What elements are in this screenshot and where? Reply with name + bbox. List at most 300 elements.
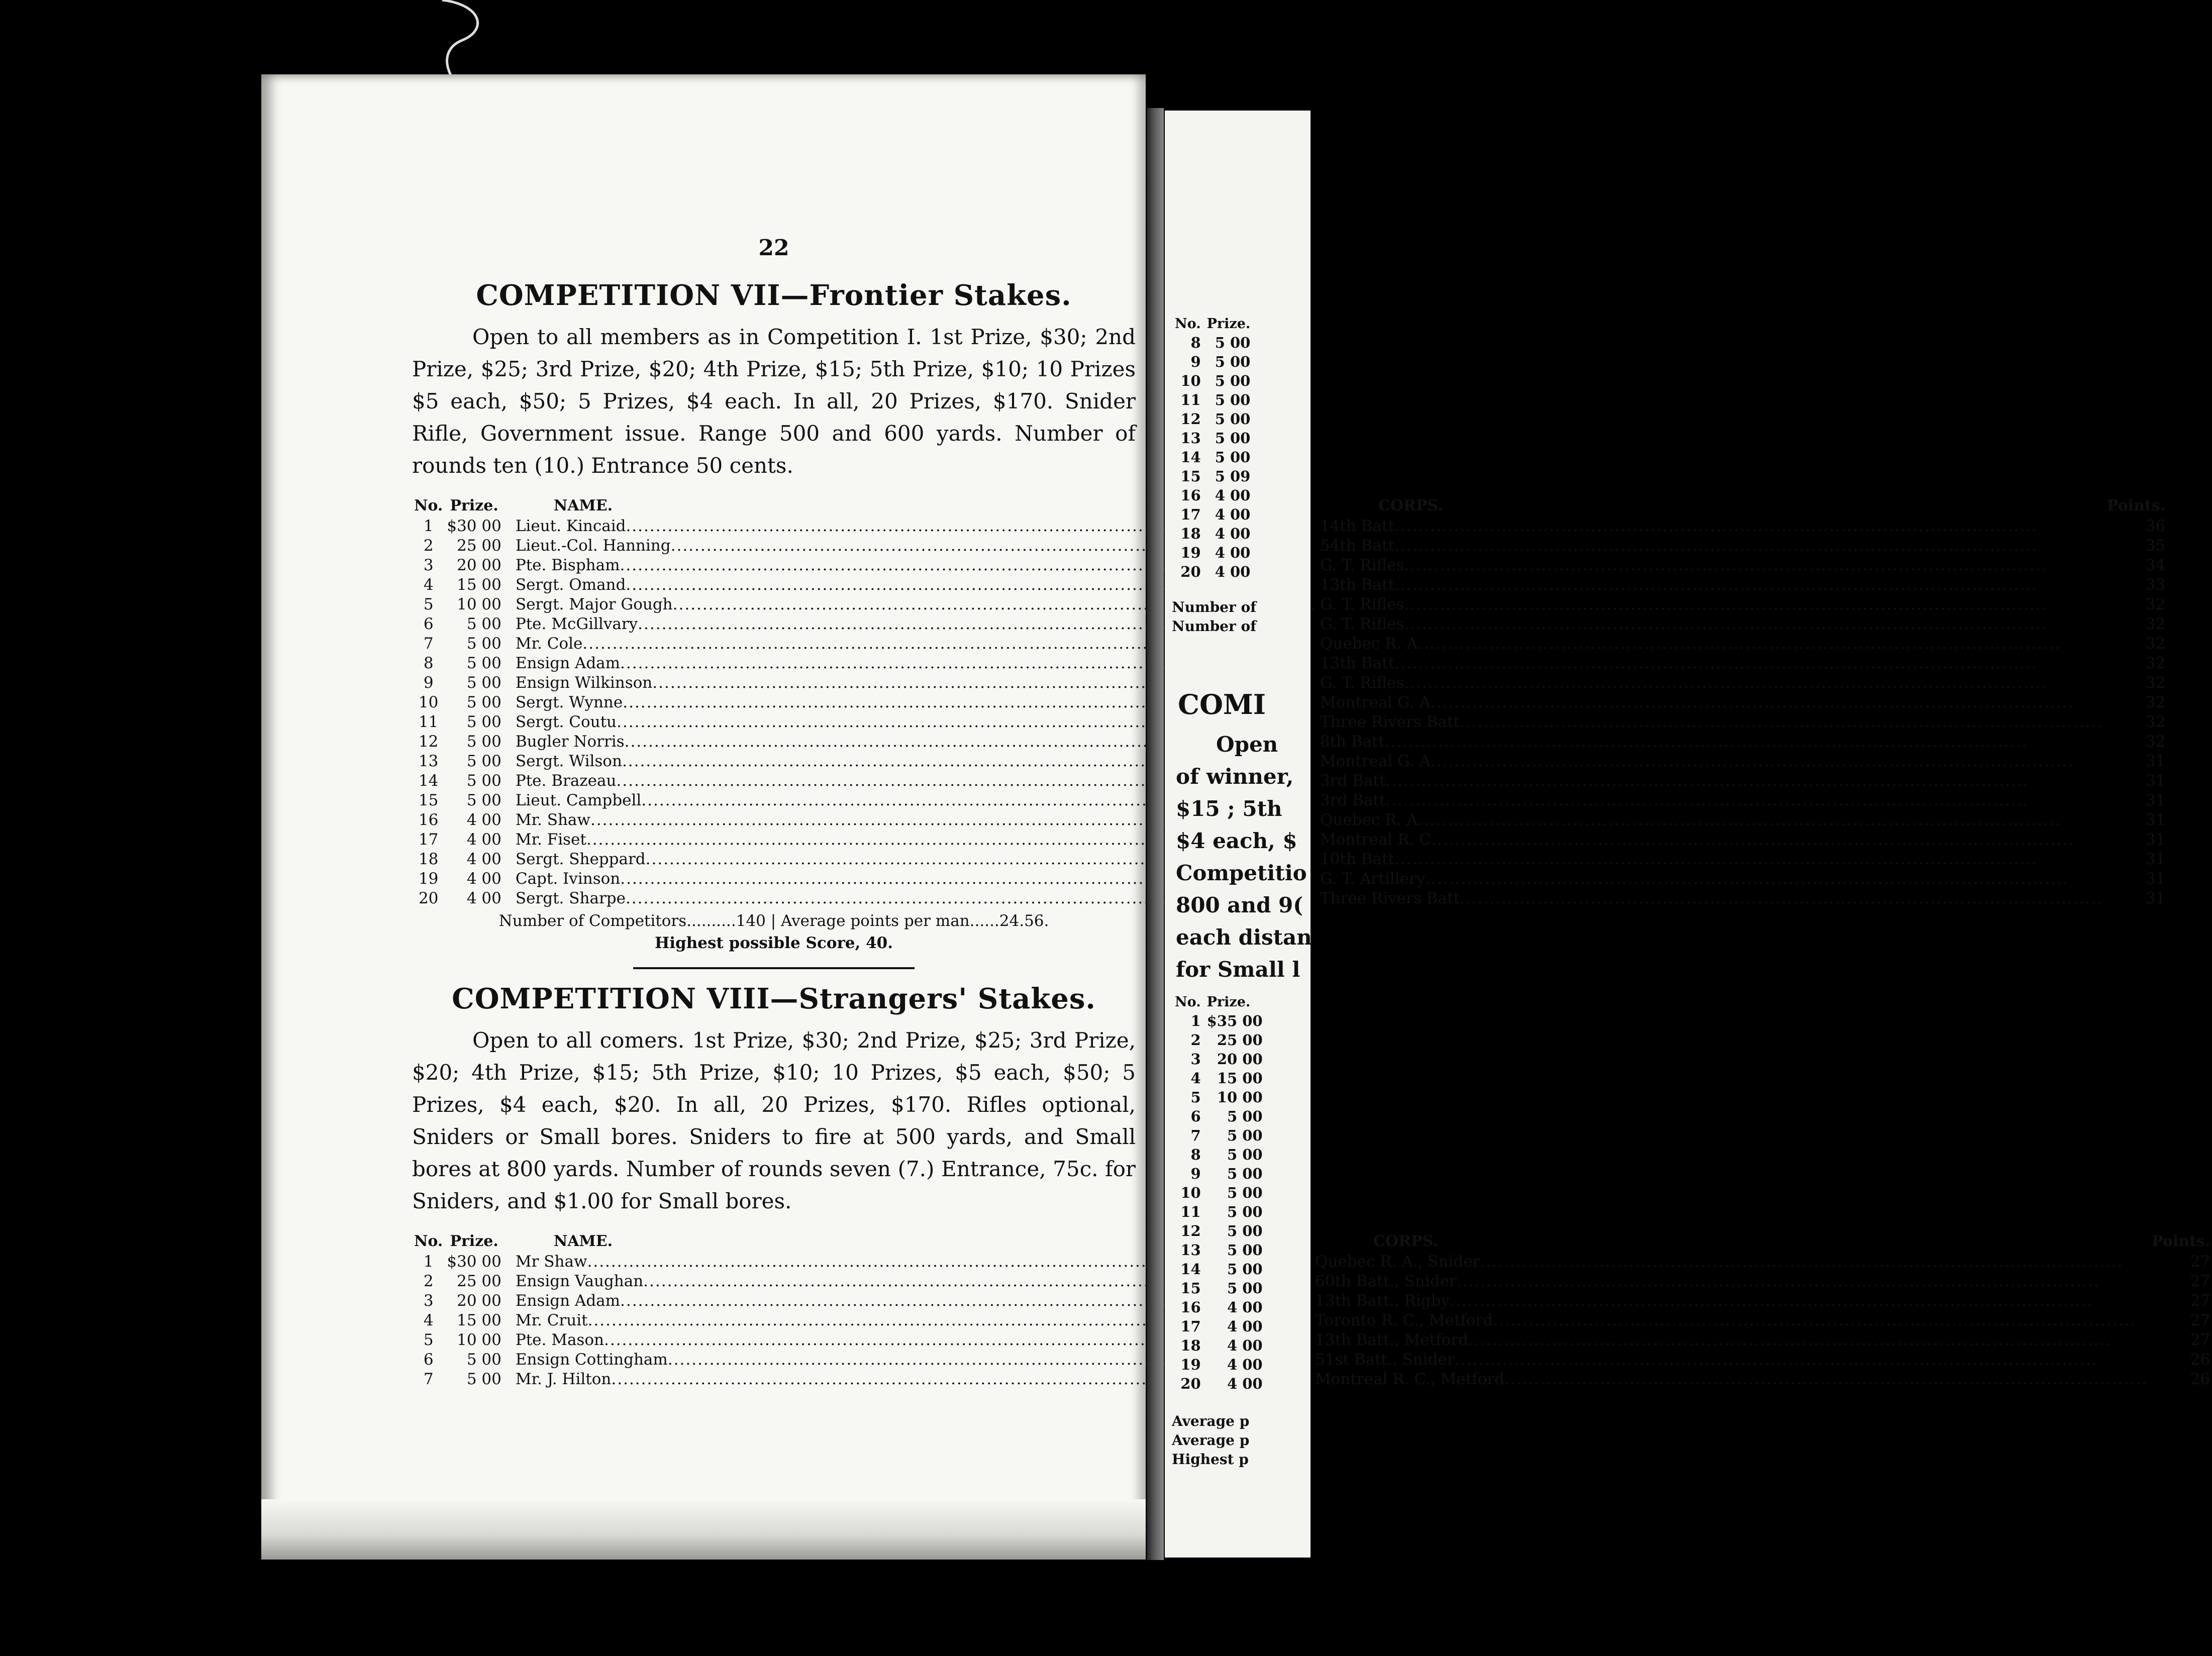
cell-no: 7 [423, 634, 434, 653]
cell-no: 2 [1190, 1031, 1201, 1049]
cell-no: 20 [1180, 1375, 1201, 1392]
cell-corps [1318, 849, 2105, 869]
cell-prize: 15 00 [457, 575, 501, 594]
cell-corps [1318, 634, 2105, 653]
text-line: 800 and 9( [1176, 893, 1303, 917]
right-page-bottom-table [1172, 992, 1266, 1393]
table-row [1172, 1145, 1266, 1164]
cell-no: 11 [418, 712, 439, 731]
cell-corps [1318, 653, 2105, 673]
cell-prize: 5 00 [1215, 391, 1251, 408]
dot-leader [1404, 595, 2103, 613]
cell-no: 14 [1180, 1261, 1201, 1278]
dot-leader [1384, 733, 2103, 751]
header-prize: Prize. [450, 496, 498, 514]
cell-points: 31 [2145, 771, 2166, 790]
dot-leader [1460, 713, 2103, 731]
corps-text: Quebec R. A., Snider [1315, 1252, 1480, 1271]
header-name: NAME. [553, 496, 613, 514]
cell-corps [1318, 888, 2105, 908]
cell-prize: 5 00 [466, 1350, 501, 1369]
cell-corps [1318, 869, 2105, 888]
dot-leader [1394, 517, 2103, 535]
cell-prize: 5 00 [1227, 1184, 1263, 1201]
right-page-top-footer [1172, 598, 1256, 636]
dot-leader [1457, 1272, 2148, 1290]
corps-text: Three Rivers Batt [1320, 712, 1460, 731]
cell-prize: 4 00 [466, 889, 501, 907]
cell-corps [1318, 516, 2105, 536]
name-text: Ensign Adam [515, 654, 621, 672]
cell-no: 7 [423, 1370, 434, 1388]
name-text: Mr. Fiset [515, 830, 586, 849]
cell-corps [1318, 555, 2105, 575]
competition-8-description: Open to all comers. 1st Prize, $30; 2nd Prize, $25; 3rd Prize, $20; 4th Prize, $15; 5th Prize, $10; 10 Prizes, $5 each, $50; 5 Prizes, $4 each, $20. In all, 20 Prizes, $170. Rifles optional, Sniders or Small bores. Sniders to fire at 500 yards, and Small bores at 800 yards. Number of rounds seven (7.) Entrance, 75c. for Sniders, and $1.00 for Small bores. [412, 1028, 1136, 1213]
dot-leader [1404, 615, 2103, 633]
table-row [1172, 1240, 1266, 1260]
right-page-top-table [1172, 314, 1253, 581]
cell-prize: 10 00 [1217, 1089, 1263, 1106]
cell-prize: 5 00 [1227, 1146, 1263, 1163]
cell-prize: 5 00 [466, 791, 501, 809]
cell-prize: 5 09 [1215, 468, 1251, 485]
cell-points: 27 [2190, 1291, 2210, 1310]
header-name: NAME. [553, 1232, 613, 1250]
dot-leader [1480, 1253, 2148, 1271]
corps-text: 13th Batt., Metford [1315, 1330, 1468, 1349]
cell-no: 16 [1180, 1299, 1201, 1316]
corps-text: Montreal G. A [1320, 752, 1431, 770]
cell-points: 31 [2145, 889, 2166, 907]
cell-no: 8 [1190, 334, 1201, 351]
cell-corps [1318, 673, 2105, 692]
cell-prize: 10 00 [457, 1330, 501, 1349]
cell-prize: 5 00 [1227, 1203, 1263, 1220]
section-divider [633, 967, 915, 969]
cell-prize: 5 00 [466, 712, 501, 731]
corps-text: 8th Batt [1320, 732, 1385, 751]
thread-scrap [412, 0, 492, 80]
table-row [1172, 524, 1253, 543]
cell-prize: 4 00 [466, 810, 501, 829]
cell-no: 13 [1180, 1241, 1201, 1259]
right-page-top-rows [1172, 333, 1253, 581]
cell-no: 10 [418, 693, 439, 711]
corps-text: G. T. Rifles [1320, 614, 1404, 633]
cell-prize: 20 00 [457, 1291, 501, 1310]
cell-prize: 5 00 [1227, 1280, 1263, 1297]
cell-prize: 5 00 [1227, 1241, 1263, 1259]
text-line: Competitio [1176, 861, 1307, 885]
cell-points: 27 [2190, 1311, 2210, 1329]
name-text: Capt. Ivinson [515, 869, 621, 888]
name-text: Sergt. Wynne [515, 693, 623, 711]
name-text: Ensign Adam [515, 1291, 621, 1310]
cell-no: 3 [423, 556, 434, 574]
header-corps: CORPS. [1373, 1232, 1438, 1250]
cell-no: 11 [1180, 1203, 1201, 1220]
cell-no: 1 [1190, 1012, 1201, 1029]
cell-prize: 5 00 [466, 1370, 501, 1388]
name-text: Ensign Vaughan [515, 1272, 644, 1290]
table-row [1172, 1221, 1266, 1240]
cell-no: 10 [1180, 1184, 1201, 1201]
name-text: Pte. Bispham [515, 556, 620, 574]
cell-points: 32 [2145, 712, 2166, 731]
cell-prize: 15 00 [457, 1311, 501, 1329]
header-no: No. [414, 496, 443, 514]
text-line: $4 each, $ [1176, 829, 1297, 853]
dot-leader [1493, 1311, 2148, 1329]
cell-prize: 4 00 [1215, 506, 1251, 523]
cell-no: 18 [418, 850, 439, 868]
header-no: No. [414, 1232, 443, 1250]
cell-points: 31 [2145, 869, 2166, 888]
name-text: Lieut. Campbell [515, 791, 642, 809]
cell-no: 12 [1180, 410, 1201, 428]
cell-no: 8 [423, 654, 434, 672]
cell-prize: 5 00 [466, 732, 501, 751]
cell-no: 5 [423, 1330, 434, 1349]
cell-no: 3 [423, 1291, 434, 1310]
table-row [1172, 467, 1253, 486]
cell-no: 5 [423, 595, 434, 613]
corps-text: Quebec R. A [1320, 810, 1418, 829]
cell-prize: 5 00 [466, 673, 501, 692]
text-line: Open [1216, 732, 1278, 757]
cell-prize: 4 00 [1215, 563, 1251, 580]
cell-no: 2 [423, 1272, 434, 1290]
table-row [412, 1310, 2212, 1330]
name-text: Ensign Wilkinson [515, 673, 653, 692]
cell-corps [1313, 1271, 2150, 1291]
cell-no: 1 [423, 516, 434, 535]
competition-7-highest-score: Highest possible Score, 40. [654, 934, 893, 952]
table-header-row [412, 1230, 2212, 1252]
table-row [1172, 1336, 1266, 1355]
cell-points: 32 [2145, 693, 2166, 711]
name-text: Pte. Brazeau [515, 771, 617, 790]
dot-leader [1418, 811, 2103, 829]
name-text: Mr Shaw [515, 1252, 587, 1271]
cell-prize: 5 00 [1215, 334, 1251, 351]
corps-text: G. T. Rifles [1320, 595, 1404, 613]
header-no: No. [1175, 994, 1201, 1010]
cell-points: 26 [2190, 1350, 2210, 1369]
table-row [1172, 543, 1253, 562]
cell-prize: 4 00 [466, 850, 501, 868]
dot-leader [1394, 537, 2103, 555]
cell-points: 32 [2145, 614, 2166, 633]
name-text: Sergt. Omand [515, 575, 626, 594]
competition-8-rows [412, 1252, 2212, 1389]
book-gutter [1147, 108, 1164, 1560]
cell-prize: 5 00 [466, 654, 501, 672]
dot-leader [1394, 654, 2103, 672]
cell-prize: 5 00 [1215, 449, 1251, 466]
text-line: for Small l [1176, 957, 1300, 982]
competition-8-table [412, 1230, 2212, 1389]
cell-no: 4 [423, 1311, 434, 1329]
name-text: Mr. J. Hilton [515, 1370, 612, 1388]
cell-points: 31 [2145, 791, 2166, 809]
cell-prize: 4 00 [1215, 487, 1251, 504]
cell-no: 5 [1190, 1089, 1201, 1106]
cell-no: 6 [1190, 1108, 1201, 1125]
right-page-heading: COMI [1178, 688, 1266, 720]
table-row [1172, 1279, 1266, 1298]
cell-no: 16 [1180, 487, 1201, 504]
footer-line: Number of [1172, 618, 1257, 635]
cell-points: 27 [2190, 1330, 2210, 1349]
text-line: of winner, [1176, 764, 1294, 789]
dot-leader [1418, 635, 2103, 653]
dot-leader [1450, 1292, 2148, 1310]
name-text: Lieut. Kincaid [515, 516, 626, 535]
table-row [1172, 1126, 1266, 1145]
competition-8-title: COMPETITION VIII—Strangers' Stakes. [452, 982, 1096, 1015]
cell-prize: 20 00 [1217, 1051, 1263, 1068]
cell-corps [1318, 712, 2105, 732]
cell-no: 11 [1180, 391, 1201, 408]
header-no: No. [1175, 316, 1201, 332]
table-row [1172, 486, 1253, 505]
table-row [1172, 1298, 1266, 1317]
table-header-row [1172, 314, 1253, 333]
dot-leader [1431, 693, 2103, 711]
cell-no: 7 [1190, 1127, 1201, 1144]
corps-text: Toronto R. C., Metford [1315, 1311, 1493, 1329]
table-row [1172, 333, 1253, 352]
cell-no: 13 [418, 752, 439, 770]
name-text: Mr. Cruit [515, 1311, 588, 1329]
corps-text: 60th Batt., Snider [1315, 1272, 1457, 1290]
cell-no: 9 [423, 673, 434, 692]
name-text: Sergt. Sheppard [515, 850, 646, 868]
table-row [1172, 390, 1253, 409]
corps-text: 10th Batt [1320, 850, 1394, 868]
cell-no: 16 [418, 810, 439, 829]
name-text: Mr. Cole [515, 634, 583, 653]
table-row [1172, 1374, 1266, 1393]
cell-no: 15 [1180, 1280, 1201, 1297]
cell-points: 32 [2145, 634, 2166, 653]
footer-line: Average p [1172, 1432, 1250, 1448]
corps-text: G. T. Rifles [1320, 556, 1404, 574]
table-row [1172, 1355, 1266, 1374]
page-number: 22 [758, 235, 789, 261]
table-row [1172, 1088, 1266, 1107]
cell-no: 1 [423, 1252, 434, 1271]
dot-leader [1460, 889, 2103, 907]
corps-text: G. T. Rifles [1320, 673, 1404, 692]
cell-corps [1318, 810, 2105, 830]
cell-corps [1318, 790, 2105, 810]
cell-no: 14 [1180, 449, 1201, 466]
header-prize: Prize. [1206, 994, 1251, 1010]
header-points: Points. [2107, 496, 2166, 514]
name-text: Sergt. Sharpe [515, 889, 626, 907]
cell-no: 9 [1190, 1165, 1201, 1182]
name-text: Mr. Shaw [515, 810, 590, 829]
table-row [1172, 562, 1253, 581]
table-row [412, 1350, 2212, 1369]
corps-text: Montreal G. A [1320, 693, 1431, 711]
corps-text: 54th Batt [1320, 536, 1394, 555]
dot-leader [1385, 791, 2103, 809]
dot-leader [1385, 772, 2103, 790]
header-corps: CORPS. [1378, 496, 1443, 514]
cell-no: 12 [418, 732, 439, 751]
table-header-row [1172, 992, 1266, 1011]
table-row [1172, 352, 1253, 371]
cell-prize: 5 00 [1227, 1261, 1263, 1278]
cell-corps [1318, 536, 2105, 555]
name-text: Pte. McGillvary [515, 614, 638, 633]
cell-corps [1313, 1310, 2150, 1330]
cell-points: 27 [2190, 1272, 2210, 1290]
cell-points: 31 [2145, 850, 2166, 868]
cell-no: 6 [423, 1350, 434, 1369]
cell-points: 32 [2145, 595, 2166, 613]
cell-prize: 5 00 [466, 752, 501, 770]
cell-no: 9 [1190, 353, 1201, 370]
table-row [1172, 1183, 1266, 1202]
cell-points: 36 [2145, 516, 2166, 535]
cell-no: 17 [418, 830, 439, 849]
cell-points: 27 [2190, 1252, 2210, 1271]
footer-line: Highest p [1172, 1451, 1249, 1468]
table-row [1172, 1317, 1266, 1336]
cell-prize: 5 00 [1215, 372, 1251, 389]
competition-7-summary: Number of Competitors..........140 | Average points per man......24.56. [498, 912, 1049, 930]
cell-no: 2 [423, 536, 434, 555]
corps-text: 14th Batt [1320, 516, 1394, 535]
cell-prize: $35 00 [1206, 1012, 1263, 1029]
cell-corps [1318, 575, 2105, 594]
table-row [412, 1330, 2212, 1350]
cell-prize: $30 00 [447, 1252, 501, 1271]
cell-prize: 5 00 [1227, 1165, 1263, 1182]
cell-no: 20 [418, 889, 439, 907]
cell-no: 20 [1180, 563, 1201, 580]
cell-corps [1318, 771, 2105, 790]
name-text: Sergt. Major Gough [515, 595, 673, 613]
cell-points: 31 [2145, 810, 2166, 829]
cell-prize: 25 00 [457, 536, 501, 555]
cell-prize: 25 00 [1217, 1031, 1263, 1049]
cell-points: 35 [2145, 536, 2166, 555]
cell-prize: 5 00 [1227, 1108, 1263, 1125]
dot-leader [1504, 1370, 2148, 1388]
cell-prize: 4 00 [1227, 1337, 1263, 1354]
table-row [412, 1291, 2212, 1310]
name-text: Sergt. Wilson [515, 752, 622, 770]
header-prize: Prize. [450, 1232, 498, 1250]
dot-leader [1394, 576, 2103, 594]
cell-corps [1318, 830, 2105, 849]
table-row [412, 1271, 2212, 1291]
cell-prize: 4 00 [466, 830, 501, 849]
table-row [1172, 429, 1253, 448]
cell-corps [1318, 751, 2105, 771]
competition-7-title: COMPETITION VII—Frontier Stakes. [476, 279, 1072, 312]
corps-text: Montreal R. C [1320, 830, 1431, 849]
cell-corps [1318, 732, 2105, 751]
cell-no: 19 [1180, 1356, 1201, 1373]
cell-prize: 5 00 [466, 771, 501, 790]
footer-line: Number of [1172, 599, 1257, 615]
cell-corps [1313, 1330, 2150, 1350]
cell-no: 10 [1180, 372, 1201, 389]
cell-prize: 4 00 [466, 869, 501, 888]
cell-points: 31 [2145, 830, 2166, 849]
header-points: Points. [2152, 1232, 2210, 1250]
header-prize: Prize. [1206, 316, 1251, 332]
table-row [1172, 505, 1253, 524]
table-row [1172, 1069, 1266, 1088]
cell-no: 18 [1180, 1337, 1201, 1354]
corps-text: Quebec R. A [1320, 634, 1418, 653]
table-row [1172, 1050, 1266, 1069]
name-text: Lieut.-Col. Hanning [515, 536, 671, 555]
cell-prize: 5 00 [1215, 410, 1251, 428]
cell-no: 13 [1180, 430, 1201, 447]
footer-line: Average p [1172, 1413, 1250, 1429]
corps-text: Three Rivers Batt [1320, 889, 1460, 907]
table-row [412, 1252, 2212, 1271]
name-text: Pte. Mason [515, 1330, 604, 1349]
cell-prize: 5 00 [1215, 430, 1251, 447]
cell-points: 33 [2145, 575, 2166, 594]
cell-corps [1313, 1350, 2150, 1369]
dot-leader [1404, 674, 2103, 692]
cell-no: 4 [1190, 1070, 1201, 1087]
cell-prize: 4 00 [1227, 1318, 1263, 1335]
name-text: Ensign Cottingham [515, 1350, 668, 1369]
cell-prize: 10 00 [457, 595, 501, 613]
corps-text: 13th Batt., Rigby [1315, 1291, 1450, 1310]
cell-no: 17 [1180, 1318, 1201, 1335]
dot-leader [1425, 870, 2103, 888]
corps-text: 13th Batt [1320, 654, 1394, 672]
cell-prize: 5 00 [466, 614, 501, 633]
dot-leader [1431, 831, 2103, 849]
cell-no: 19 [1180, 544, 1201, 561]
table-row [1172, 1030, 1266, 1050]
table-row [1172, 1202, 1266, 1221]
cell-prize: 4 00 [1215, 544, 1251, 561]
cell-points: 32 [2145, 732, 2166, 751]
cell-corps [1313, 1369, 2150, 1389]
cell-prize: 15 00 [1217, 1070, 1263, 1087]
cell-prize: 4 00 [1227, 1375, 1263, 1392]
dot-leader [1404, 556, 2103, 574]
cell-prize: 5 00 [1227, 1222, 1263, 1239]
cell-no: 19 [418, 869, 439, 888]
cell-corps [1318, 594, 2105, 614]
corps-text: Montreal R. C., Metford [1315, 1370, 1504, 1388]
right-page-bottom-footer [1172, 1412, 1249, 1469]
table-row [1172, 371, 1253, 390]
cell-points: 34 [2145, 556, 2166, 574]
cell-prize: 5 00 [1215, 353, 1251, 370]
cell-points: 32 [2145, 673, 2166, 692]
corps-text: 13th Batt [1320, 575, 1394, 594]
dot-leader [1431, 752, 2103, 770]
cell-prize: 20 00 [457, 556, 501, 574]
table-row [1172, 448, 1253, 467]
